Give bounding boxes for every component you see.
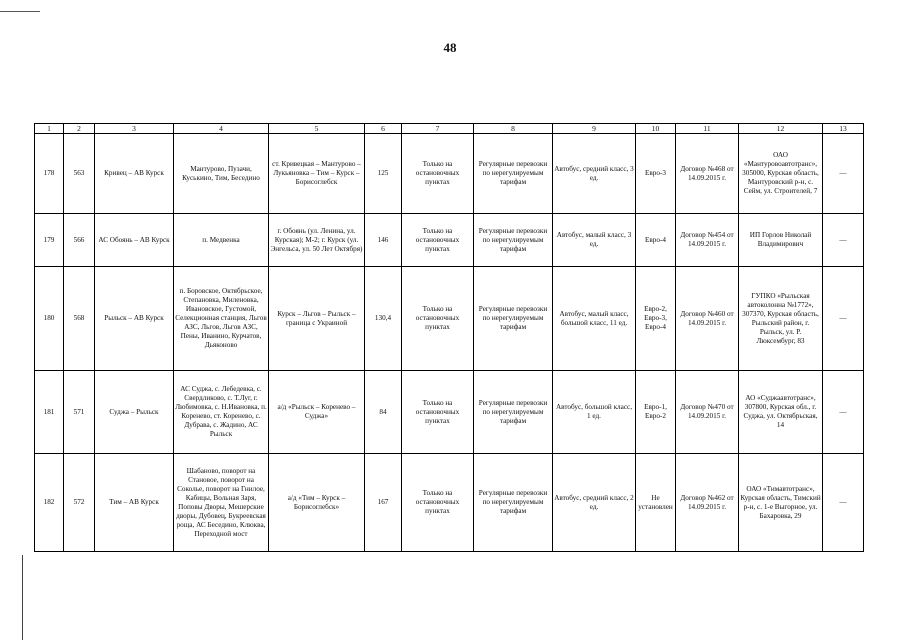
registration-number: 566 — [64, 214, 95, 267]
table-row — [35, 134, 864, 214]
carrier: ОАО «Тимавтотранс», Курская область, Тимский р-н, с. 1-е Выгорное, ул. Бахаровка, 29 — [739, 454, 823, 552]
route-length: 146 — [365, 214, 402, 267]
boarding-order: Только на остановочных пунктах — [402, 134, 474, 214]
note: — — [823, 371, 864, 454]
header-cell: 4 — [174, 124, 269, 134]
carrier: ГУПКО «Рыльская автоколонна №1772», 307370, Курская область, Рыльский район, г. Рыльск, ул. Р. Люксембург, 83 — [739, 267, 823, 371]
carrier: ИП Горлов Николай Владимирович — [739, 214, 823, 267]
header-cell: 8 — [474, 124, 553, 134]
header-cell: 9 — [553, 124, 636, 134]
note: — — [823, 454, 864, 552]
route-streets: ст. Кривецкая – Мантурово – Лукьяновка – Тим – Курск – Борисоглебск — [269, 134, 365, 214]
carrier: ОАО «Мантуровоавтотранс», 305000, Курская область, Мантуровский р-н, с. Сейм, ул. Строителей, 7 — [739, 134, 823, 214]
route-streets: г. Обоянь (ул. Ленина, ул. Курская); М-2; г. Курск (ул. Энгельса, ул. 50 Лет Октября) — [269, 214, 365, 267]
vehicle-info: Автобус, большой класс, 1 ед. — [553, 371, 636, 454]
contract: Договор №468 от 14.09.2015 г. — [676, 134, 739, 214]
intermediate-stops: Шабаново, поворот на Становое, поворот на Соколье, поворот на Гнилое, Кабицы, Вольная Заря, Поповы Дворы, Мешерские дворы, Дубовец, Букреевская роща, АС Беседино, Клюква, Переходной мост — [174, 454, 269, 552]
boarding-order: Только на остановочных пунктах — [402, 371, 474, 454]
route-name: Рыльск – АВ Курск — [95, 267, 174, 371]
registration-number: 568 — [64, 267, 95, 371]
route-number: 178 — [35, 134, 64, 214]
boarding-order: Только на остановочных пунктах — [402, 454, 474, 552]
routes-table — [34, 123, 864, 552]
header-cell: 13 — [823, 124, 864, 134]
eco-class: Евро-3 — [636, 134, 676, 214]
intermediate-stops: АС Суджа, с. Лебедевка, с. Свердликово, с. Т.Луг, г. Любимовка, с. Н.Ивановка, п. Коренево, ст. Коренево, с. Дубрава, с. Жадино, АС Рыльск — [174, 371, 269, 454]
vehicle-info: Автобус, средний класс, 3 ед. — [553, 134, 636, 214]
header-cell: 2 — [64, 124, 95, 134]
header-cell: 3 — [95, 124, 174, 134]
route-streets: Курск – Льгов – Рыльск – граница с Украиной — [269, 267, 365, 371]
route-length: 167 — [365, 454, 402, 552]
intermediate-stops: Мантурово, Пузачи, Куськино, Тим, Беседино — [174, 134, 269, 214]
margin-line-left — [22, 555, 23, 640]
vehicle-info: Автобус, малый класс, большой класс, 11 ед. — [553, 267, 636, 371]
header-cell: 1 — [35, 124, 64, 134]
route-number: 179 — [35, 214, 64, 267]
boarding-order: Только на остановочных пунктах — [402, 214, 474, 267]
route-length: 84 — [365, 371, 402, 454]
eco-class: Евро-2, Евро-3, Евро-4 — [636, 267, 676, 371]
intermediate-stops: п. Боровское, Октябрьское, Степановка, Миленовка, Ивановское, Густомой, Селекционная станция, Льгов АЗС, Льгов, Льгов АЗС, Пены, Иванино, Курчатов, Дьяконово — [174, 267, 269, 371]
contract: Договор №462 от 14.09.2015 г. — [676, 454, 739, 552]
table-row — [35, 454, 864, 552]
header-cell: 5 — [269, 124, 365, 134]
contract: Договор №454 от 14.09.2015 г. — [676, 214, 739, 267]
header-cell: 11 — [676, 124, 739, 134]
header-cell: 12 — [739, 124, 823, 134]
registration-number: 563 — [64, 134, 95, 214]
route-name: Тим – АВ Курск — [95, 454, 174, 552]
route-streets: а/д «Рыльск – Коренево – Суджа» — [269, 371, 365, 454]
transport-type: Регулярные перевозки по нерегулируемым тарифам — [474, 214, 553, 267]
carrier: АО «Суджаавтотранс», 307800, Курская обл., г. Суджа, ул. Октябрьская, 14 — [739, 371, 823, 454]
vehicle-info: Автобус, малый класс, 3 ед. — [553, 214, 636, 267]
header-cell: 7 — [402, 124, 474, 134]
margin-line-top — [0, 11, 40, 12]
transport-type: Регулярные перевозки по нерегулируемым тарифам — [474, 371, 553, 454]
table-row — [35, 214, 864, 267]
route-streets: а/д «Тим – Курск – Борисоглебск» — [269, 454, 365, 552]
note: — — [823, 134, 864, 214]
route-name: АС Обоянь – АВ Курск — [95, 214, 174, 267]
header-row — [35, 124, 864, 134]
route-length: 130,4 — [365, 267, 402, 371]
transport-type: Регулярные перевозки по нерегулируемым тарифам — [474, 267, 553, 371]
note: — — [823, 267, 864, 371]
eco-class: Евро-1, Евро-2 — [636, 371, 676, 454]
route-number: 181 — [35, 371, 64, 454]
registration-number: 572 — [64, 454, 95, 552]
eco-class: Не установлен — [636, 454, 676, 552]
boarding-order: Только на остановочных пунктах — [402, 267, 474, 371]
table-row — [35, 371, 864, 454]
vehicle-info: Автобус, средний класс, 2 ед. — [553, 454, 636, 552]
registration-number: 571 — [64, 371, 95, 454]
intermediate-stops: п. Медвенка — [174, 214, 269, 267]
route-length: 125 — [365, 134, 402, 214]
transport-type: Регулярные перевозки по нерегулируемым тарифам — [474, 454, 553, 552]
eco-class: Евро-4 — [636, 214, 676, 267]
note: — — [823, 214, 864, 267]
route-number: 180 — [35, 267, 64, 371]
header-cell: 10 — [636, 124, 676, 134]
header-cell: 6 — [365, 124, 402, 134]
route-name: Кривец – АВ Курск — [95, 134, 174, 214]
table-row — [35, 267, 864, 371]
route-name: Суджа – Рыльск — [95, 371, 174, 454]
route-number: 182 — [35, 454, 64, 552]
transport-type: Регулярные перевозки по нерегулируемым тарифам — [474, 134, 553, 214]
page-number: 48 — [443, 40, 457, 55]
contract: Договор №460 от 14.09.2015 г. — [676, 267, 739, 371]
contract: Договор №470 от 14.09.2015 г. — [676, 371, 739, 454]
